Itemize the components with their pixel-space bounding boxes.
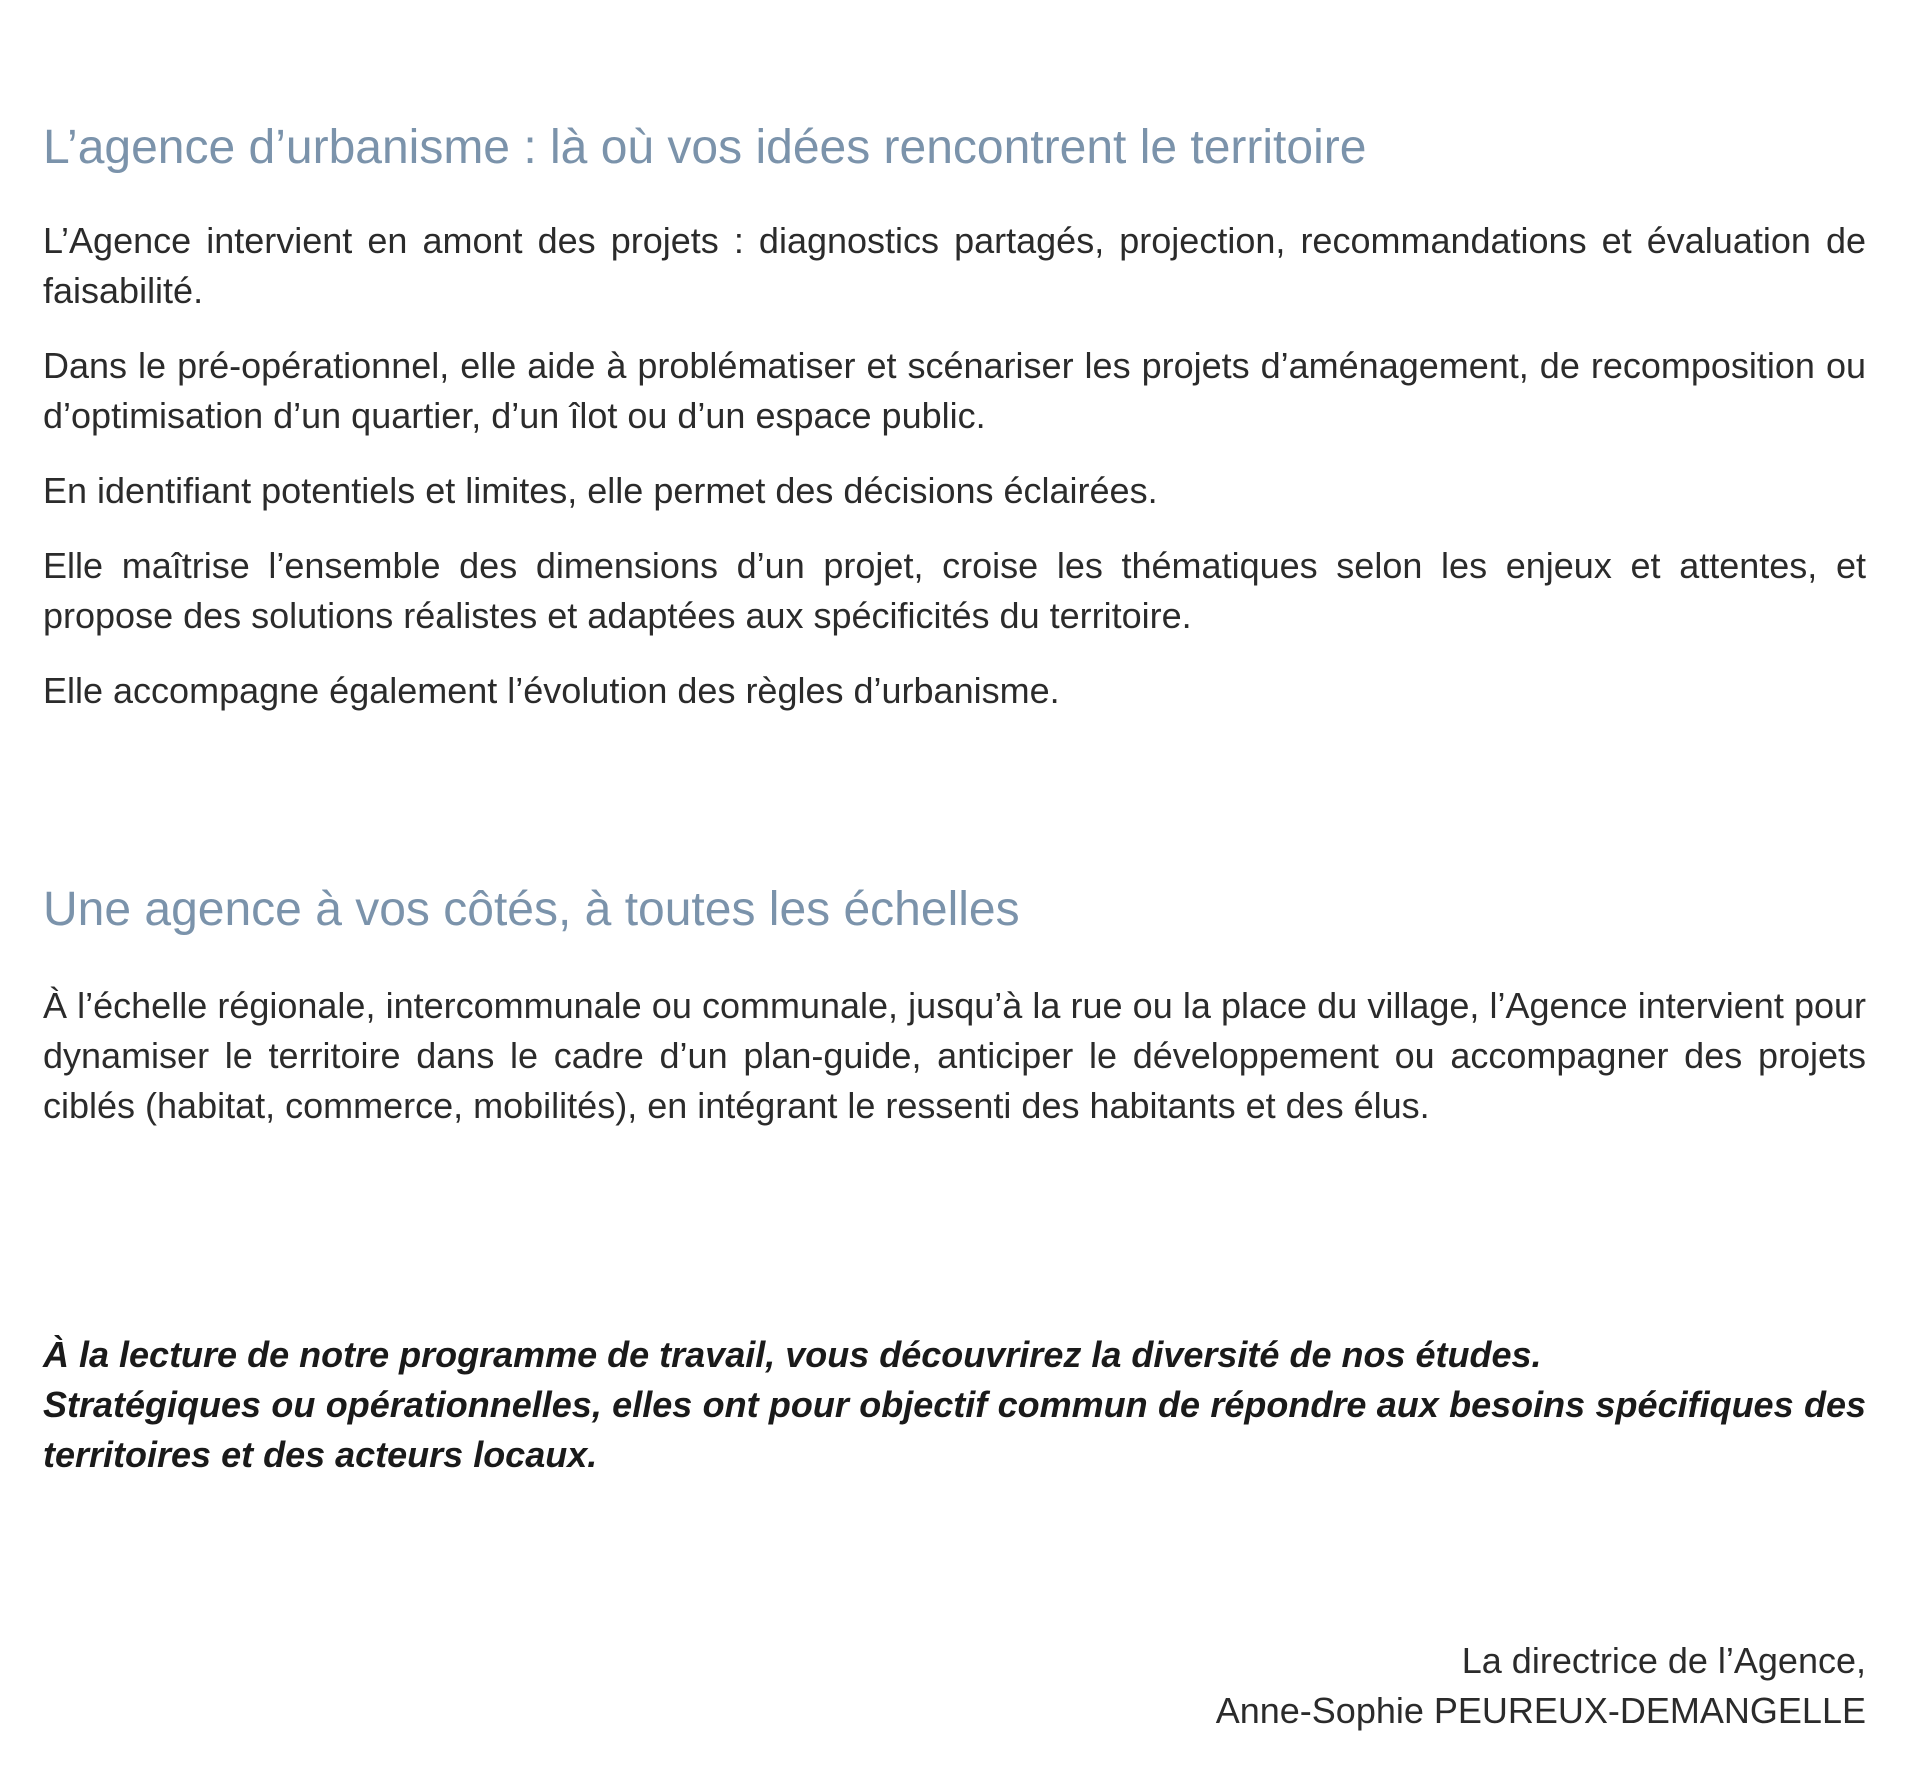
closing-line: Stratégiques ou opérationnelles, elles ont pour objectif commun de répondre aux besoins spécifiques des territoires et des acteurs locaux. <box>43 1384 1866 1475</box>
paragraph: Elle accompagne également l’évolution des règles d’urbanisme. <box>43 670 1060 711</box>
paragraph: À l’échelle régionale, intercommunale ou communale, jusqu’à la rue ou la place du village, l’Agence intervient pour dynamiser le territoire dans le cadre d’un plan-guide, anticiper le développement ou accompagner des projets ciblés (habitat, commerce, mobilités), en intégrant le ressenti des habitants et des élus. <box>43 985 1866 1126</box>
section-heading-echelles: Une agence à vos côtés, à toutes les échelles <box>43 883 1020 936</box>
section-heading-agence: L’agence d’urbanisme : là où vos idées rencontrent le territoire <box>43 121 1367 174</box>
paragraph: En identifiant potentiels et limites, elle permet des décisions éclairées. <box>43 470 1158 511</box>
section-body-echelles <box>43 981 1866 1131</box>
closing-statement <box>43 1330 1866 1480</box>
section-body-agence <box>43 216 1866 741</box>
signature-name: Anne-Sophie PEUREUX-DEMANGELLE <box>1215 1690 1866 1731</box>
paragraph: Elle maîtrise l’ensemble des dimensions d’un projet, croise les thématiques selon les enjeux et attentes, et propose des solutions réalistes et adaptées aux spécificités du territoire. <box>43 545 1866 636</box>
signature-block <box>1216 1636 1866 1736</box>
paragraph: Dans le pré-opérationnel, elle aide à problématiser et scénariser les projets d’aménagement, de recomposition ou d’optimisation d’un quartier, d’un îlot ou d’un espace public. <box>43 345 1866 436</box>
signature-role: La directrice de l’Agence, <box>1461 1640 1866 1681</box>
closing-line: À la lecture de notre programme de travail, vous découvrirez la diversité de nos études. <box>43 1334 1542 1375</box>
paragraph: L’Agence intervient en amont des projets : diagnostics partagés, projection, recommandations et évaluation de faisabilité. <box>43 220 1866 311</box>
